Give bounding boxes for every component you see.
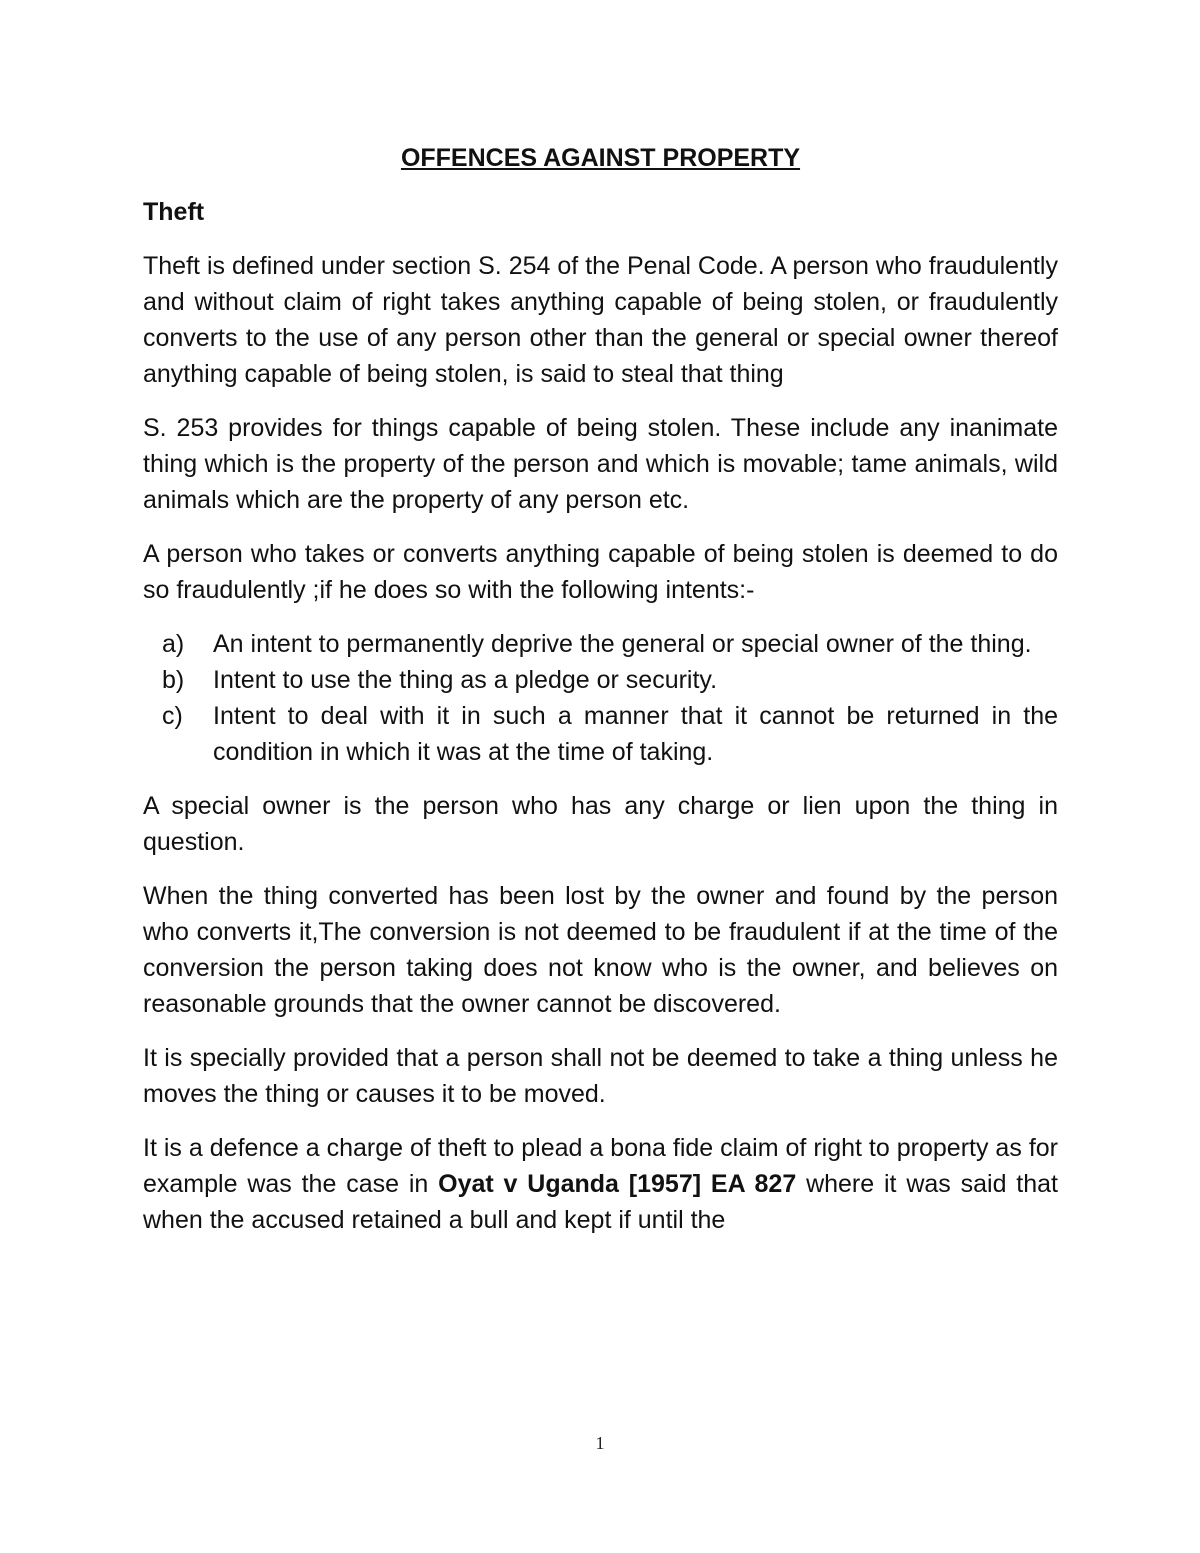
paragraph-moving-thing: It is specially provided that a person shall not be deemed to take a thing unless he moves the thing or causes it to be moved.: [143, 1044, 1058, 1108]
list-item-text: An intent to permanently deprive the general or special owner of the thing.: [213, 630, 1032, 658]
list-item-text: Intent to deal with it in such a manner that it cannot be returned in the condition in which it was at the time of taking.: [213, 702, 1058, 766]
section-heading: Theft: [143, 198, 205, 226]
defence-text-start: It is a defence a charge of theft to plead a bona fide claim of right to property as for example was the case in: [143, 1134, 1058, 1198]
list-item: [143, 662, 1058, 698]
defence-text-end: where it was said that when the accused retained a bull and kept if until the: [143, 1170, 1059, 1234]
paragraph-things-capable: S. 253 provides for things capable of being stolen. These include any inanimate thing which is the property of the person and which is movable; tame animals, wild animals which are the property of any person etc.: [143, 414, 1058, 514]
case-citation: Oyat v Uganda [1957] EA 827: [438, 1170, 797, 1198]
list-marker: b): [162, 666, 185, 694]
list-item-text: Intent to use the thing as a pledge or security.: [213, 666, 718, 694]
paragraph-lost-thing: When the thing converted has been lost by the owner and found by the person who converts it,The conversion is not deemed to be fraudulent if at the time of the conversion the person taking does not know who is the owner, and believes on reasonable grounds that the owner cannot be discovered.: [143, 882, 1058, 1018]
list-marker: a): [162, 630, 185, 658]
document-title: OFFENCES AGAINST PROPERTY: [400, 144, 801, 172]
page-number: 1: [595, 1433, 605, 1453]
paragraph-theft-definition: Theft is defined under section S. 254 of the Penal Code. A person who fraudulently and without claim of right takes anything capable of being stolen, or fraudulently converts to the use of any person other than the general or special owner thereof anything capable of being stolen, is said to steal that thing: [143, 252, 1058, 388]
list-item: [143, 626, 1058, 662]
intents-list: [143, 626, 1058, 770]
list-item: [143, 698, 1058, 770]
paragraph-defence: [143, 1130, 1058, 1238]
document-body: [143, 140, 1058, 1256]
paragraph-fraudulent-intents: A person who takes or converts anything capable of being stolen is deemed to do so fraudulently ;if he does so with the following intents:-: [143, 540, 1058, 604]
paragraph-special-owner: A special owner is the person who has any charge or lien upon the thing in question.: [143, 792, 1058, 856]
list-marker: c): [162, 702, 183, 730]
